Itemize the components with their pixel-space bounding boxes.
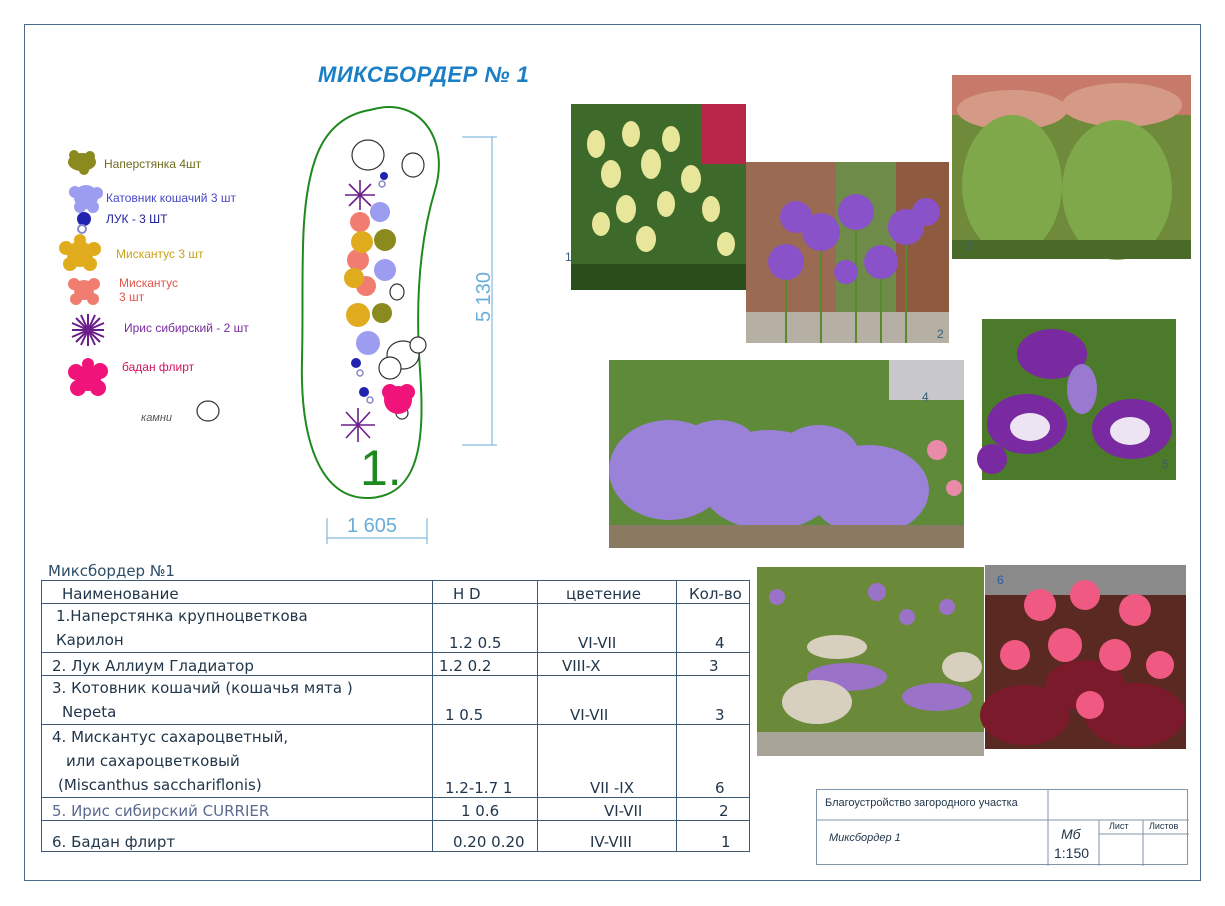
cell-qty: 3 <box>677 653 750 676</box>
width-dimension-label: 1 605 <box>347 515 398 537</box>
table-row <box>42 725 750 798</box>
photo-number: 1 <box>565 250 572 264</box>
height-dimension-label: 5 130 <box>473 271 495 322</box>
cell-qty: 2 <box>677 798 750 821</box>
cell-hd: 1 0.6 <box>433 798 538 821</box>
cell-hd: 1.2 0.5 <box>433 604 538 653</box>
cell-qty: 1 <box>677 821 750 852</box>
cell-hd: 1.2-1.7 1 <box>433 725 538 798</box>
cell-bloom: VII -IX <box>538 725 677 798</box>
cell-bloom: VI-VII <box>538 798 677 821</box>
header-name: Наименование <box>42 581 433 604</box>
photo-allium <box>746 162 949 343</box>
cell-qty: 3 <box>677 676 750 725</box>
cell-qty: 6 <box>677 725 750 798</box>
scale-value: 1:150 <box>1054 845 1090 861</box>
photo-bergenia <box>985 565 1186 749</box>
cell-name: 1.Наперстянка крупноцветкова Карилон <box>42 604 433 653</box>
cell-hd: 0.20 0.20 <box>433 821 538 852</box>
cell-name: 5. Ирис сибирский CURRIER <box>42 798 433 821</box>
sheets-label: Листов <box>1149 821 1179 831</box>
photo-catmint <box>609 360 964 548</box>
table-row <box>42 676 750 725</box>
cell-name: 6. Бадан флирт <box>42 821 433 852</box>
plant-symbols <box>341 172 415 442</box>
cell-bloom: VIII-X <box>538 653 677 676</box>
mixborder-plan <box>290 100 520 550</box>
page-title: МИКСБОРДЕР № 1 <box>318 62 530 87</box>
cell-name: 4. Мискантус сахароцветный, или сахароцветковый (Miscanthus sacchariflonis) <box>42 725 433 798</box>
table-row <box>42 821 750 852</box>
legend-label: Мискантус 3 шт <box>116 247 204 261</box>
title-block <box>816 789 1188 865</box>
header-qty: Кол-во <box>677 581 750 604</box>
plant-spec-table <box>41 580 750 852</box>
table-header-row <box>42 581 750 604</box>
table-row <box>42 653 750 676</box>
legend-label: ЛУК - 3 ШТ <box>106 212 168 226</box>
photo-number: 6 <box>997 573 1004 587</box>
sheet-label: Лист <box>1109 821 1129 831</box>
photo-iris <box>982 319 1176 480</box>
photo-number: 2 <box>937 327 944 341</box>
project-name: Благоустройство загородного участка <box>825 797 1018 809</box>
plan-number: 1. <box>360 440 402 496</box>
photo-number: 3 <box>966 239 973 253</box>
legend-label: Наперстянка 4шт <box>104 157 202 171</box>
iris-icon <box>68 312 108 348</box>
legend-label: камни <box>141 412 173 424</box>
cell-bloom: VI-VII <box>538 676 677 725</box>
cell-hd: 1.2 0.2 <box>433 653 538 676</box>
header-hd: H D <box>433 581 538 604</box>
table-row <box>42 798 750 821</box>
photo-rock-garden <box>757 567 984 756</box>
cell-name: 3. Котовник кошачий (кошачья мята ) Nepeta <box>42 676 433 725</box>
legend-label-2: 3 шт <box>119 290 145 304</box>
photo-number: 4 <box>922 390 929 404</box>
legend-label: бадан флирт <box>122 360 195 374</box>
miscanthus-red-icon <box>66 272 102 308</box>
photo-foxglove <box>565 104 746 290</box>
legend-label: Ирис сибирский - 2 шт <box>124 321 249 335</box>
cell-name: 2. Лук Аллиум Гладиатор <box>42 653 433 676</box>
scale-label: Мб <box>1061 826 1081 842</box>
photo-number: 5 <box>1162 457 1169 471</box>
catmint-icon <box>66 180 106 214</box>
bergenia-icon <box>66 356 112 400</box>
header-bloom: цветение <box>538 581 677 604</box>
foxglove-icon <box>64 146 104 178</box>
legend-label: Катовник кошачий 3 шт <box>106 191 236 205</box>
legend-label: Мискантус <box>119 276 179 290</box>
miscanthus-yellow-icon <box>56 232 104 276</box>
table-caption: Миксбордер №1 <box>48 562 175 580</box>
cell-bloom: VI-VII <box>538 604 677 653</box>
sheet-name: Миксбордер 1 <box>829 832 901 844</box>
photo-miscanthus <box>952 75 1191 259</box>
stone-icon <box>194 398 222 424</box>
cell-hd: 1 0.5 <box>433 676 538 725</box>
cell-bloom: IV-VIII <box>538 821 677 852</box>
table-row <box>42 604 750 653</box>
allium-icon <box>72 210 98 234</box>
cell-qty: 4 <box>677 604 750 653</box>
